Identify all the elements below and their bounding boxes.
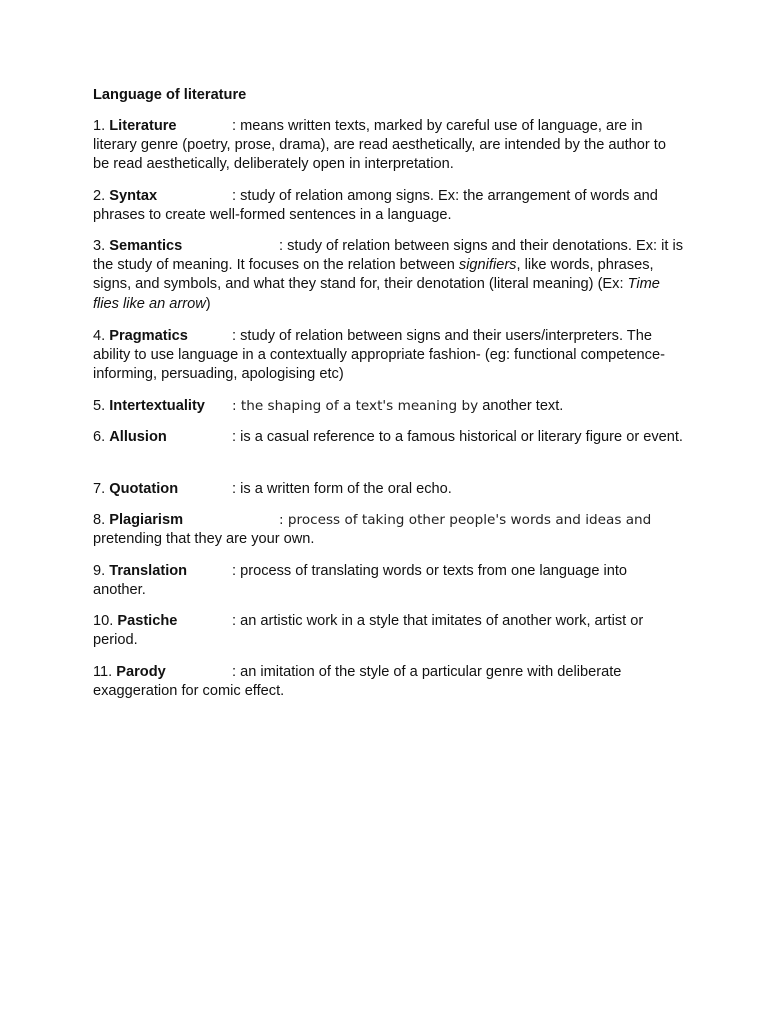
entry-definition-alt-font: : the shaping of a text's meaning by — [232, 398, 479, 414]
entry-plagiarism — [93, 511, 683, 549]
entry-number: 5. — [93, 398, 106, 414]
entry-literature — [93, 117, 683, 175]
entry-pastiche — [93, 612, 683, 650]
entry-term: Quotation — [109, 481, 179, 497]
entry-allusion — [93, 428, 683, 447]
entry-definition: : study of relation between signs and their users/interpreters. The ability to use language in a contextually appropriate fashion- (eg: functional competence-informing, persuading, apologising etc) — [93, 328, 665, 383]
document-title: Language of literature — [93, 87, 247, 103]
entry-term: Pragmatics — [109, 328, 188, 344]
entry-definition: : is a casual reference to a famous historical or literary figure or event. — [232, 429, 683, 445]
entry-number: 7. — [93, 481, 106, 497]
entry-translation — [93, 562, 683, 600]
entry-number: 1. — [93, 118, 106, 134]
entry-term: Allusion — [109, 429, 167, 445]
entry-quotation — [93, 480, 683, 499]
entry-number: 9. — [93, 563, 106, 579]
entry-number: 11. — [93, 664, 113, 680]
entry-term: Semantics — [109, 238, 183, 254]
entry-definition-continued: , like words, phrases, signs, and symbols, and what they stand for, their denotation (literal meaning) (Ex: — [93, 257, 654, 293]
entry-definition: : is a written form of the oral echo. — [232, 481, 452, 497]
entry-definition: another text. — [478, 398, 564, 414]
entry-definition: : process of translating words or texts from one language into another. — [93, 563, 628, 599]
entry-term: Literature — [109, 118, 177, 134]
entry-number: 4. — [93, 328, 106, 344]
entry-definition: : an artistic work in a style that imitates of another work, artist or period. — [93, 613, 644, 649]
entry-definition: : an imitation of the style of a particular genre with deliberate exaggeration for comic effect. — [93, 664, 622, 700]
entry-pragmatics — [93, 327, 683, 385]
entry-number: 8. — [93, 512, 106, 528]
entry-definition: pretending that they are your own. — [93, 531, 315, 548]
entry-number: 10. — [93, 613, 114, 629]
entry-semantics — [93, 237, 683, 314]
entry-term: Translation — [109, 563, 188, 579]
entry-term: Pastiche — [117, 613, 178, 629]
entry-definition-end: ) — [205, 295, 211, 312]
entry-definition-alt-font: : process of taking other people's words and ideas and — [279, 512, 652, 528]
entry-term: Intertextuality — [109, 398, 205, 414]
entry-term: Parody — [116, 664, 166, 680]
entry-definition: : study of relation among signs. Ex: the arrangement of words and phrases to create well-formed sentences in a language. — [93, 188, 658, 224]
entry-number: 2. — [93, 188, 106, 204]
entry-term: Plagiarism — [109, 512, 184, 528]
entry-intertextuality — [93, 397, 683, 416]
entry-term: Syntax — [109, 188, 158, 204]
emphasis-signifiers: signifiers — [458, 257, 517, 274]
example-phrase: Time flies like an arrow — [93, 276, 660, 312]
entry-parody — [93, 663, 683, 701]
entry-definition: : study of relation between signs and their denotations. Ex: it is the study of meaning. It focuses on the relation between — [93, 238, 683, 274]
entry-syntax — [93, 187, 683, 225]
entry-definition: : means written texts, marked by careful use of language, are in literary genre (poetry, prose, drama), are read aesthetically, are intended by the author to be read aesthetically, deliberately open in interpretation. — [93, 118, 666, 173]
entry-number: 3. — [93, 238, 106, 254]
entry-number: 6. — [93, 429, 106, 445]
